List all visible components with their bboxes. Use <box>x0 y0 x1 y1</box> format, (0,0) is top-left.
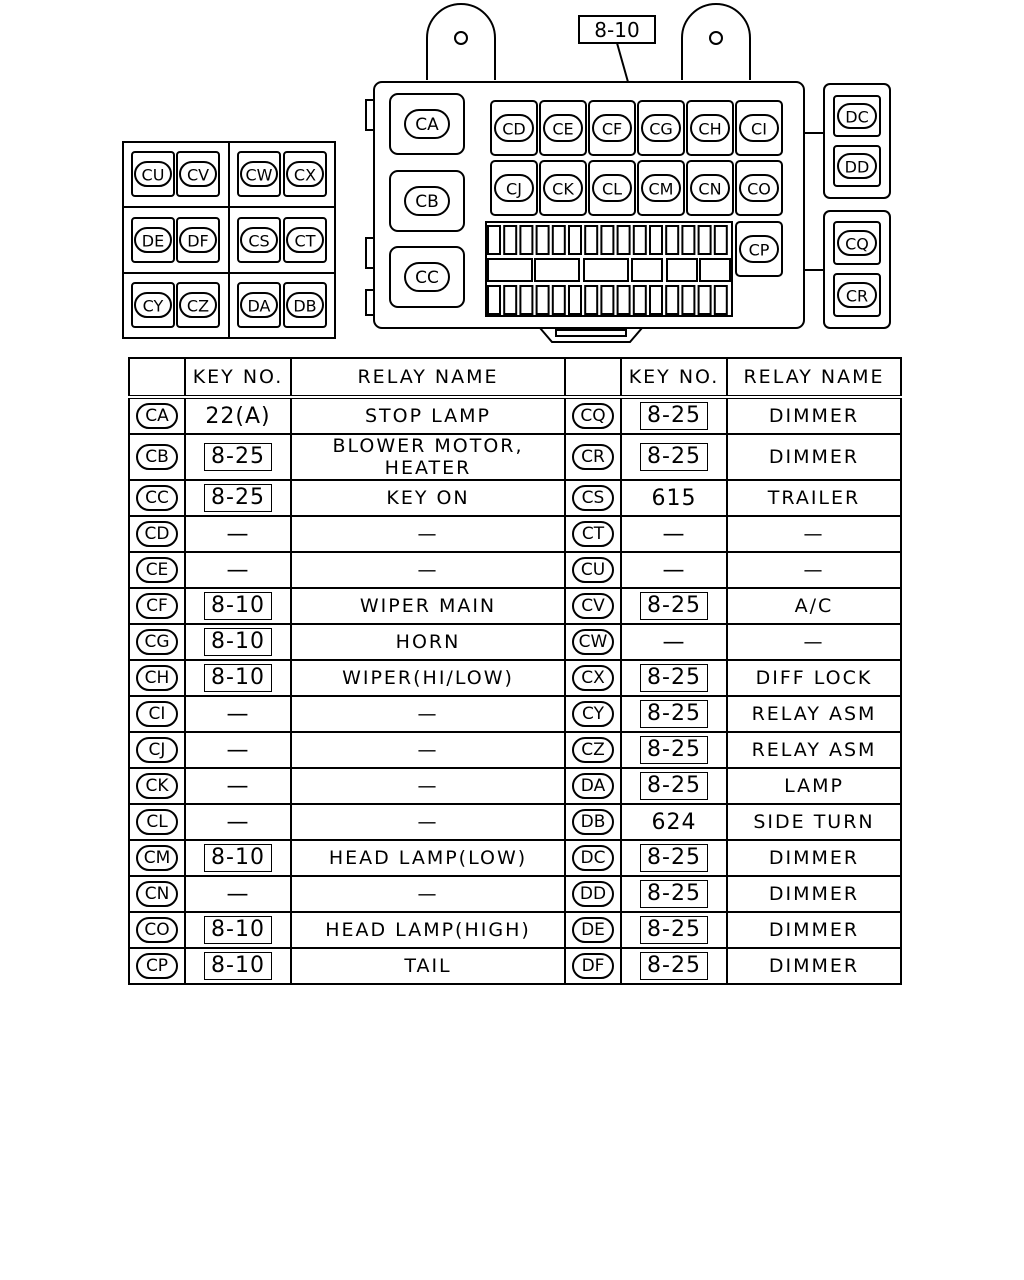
relay-code-cell <box>565 840 621 876</box>
fuse-slot <box>585 226 597 254</box>
relay-code-cell <box>129 480 185 516</box>
table-row <box>129 516 901 552</box>
key-no-cell <box>621 804 727 840</box>
table-row <box>129 660 901 696</box>
key-no-boxed: 8-25 <box>640 592 708 620</box>
key-no-cell <box>185 912 291 948</box>
relay-code-badge: CP <box>136 953 178 979</box>
bottom-connector-slot <box>556 330 626 336</box>
key-no: 22(A) <box>205 403 271 429</box>
key-no-cell <box>621 876 727 912</box>
key-no-cell <box>621 660 727 696</box>
fuse-cell <box>632 259 662 281</box>
table-row <box>129 397 901 434</box>
relay-label: CU <box>141 165 165 185</box>
key-no-cell <box>621 480 727 516</box>
relay-name-cell: A/C <box>727 588 901 624</box>
relay-code-cell <box>129 660 185 696</box>
key-no-cell <box>621 732 727 768</box>
relay-label: DC <box>845 107 869 127</box>
relay-label: DD <box>844 157 870 177</box>
relay-label: CP <box>748 240 770 260</box>
table-row <box>129 696 901 732</box>
key-no: 615 <box>651 485 697 511</box>
relay-table <box>128 357 902 985</box>
relay-code-badge: CK <box>136 773 178 799</box>
fuse-slot <box>569 286 581 314</box>
table-header-cell <box>565 358 621 397</box>
relay-code-cell <box>565 912 621 948</box>
relay-label: CI <box>751 119 767 139</box>
relay-code-badge: DE <box>572 917 614 943</box>
fuse-slot <box>488 226 500 254</box>
relay-code-badge: CY <box>572 701 614 727</box>
relay-name-cell: DIFF LOCK <box>727 660 901 696</box>
relay-code-cell <box>565 948 621 984</box>
relay-code-cell <box>129 912 185 948</box>
ref-leader-line <box>617 43 628 82</box>
relay-label: CN <box>698 179 722 199</box>
relay-label: DF <box>187 231 209 251</box>
key-no-cell <box>185 480 291 516</box>
fuse-slot <box>488 286 500 314</box>
relay-code-badge: CM <box>136 845 178 871</box>
table-row <box>129 480 901 516</box>
key-no-cell <box>185 876 291 912</box>
fuse-slot <box>601 286 613 314</box>
key-no: — <box>226 881 250 907</box>
fuse-slot <box>634 226 646 254</box>
relay-name-cell: — <box>291 552 565 588</box>
key-no: — <box>226 701 250 727</box>
fuse-slot <box>537 286 549 314</box>
fuse-slot <box>666 226 678 254</box>
relay-code-badge: CN <box>136 881 178 907</box>
fuse-slot <box>715 226 727 254</box>
relay-label: CD <box>502 119 526 139</box>
fuse-slot <box>553 226 565 254</box>
table-row <box>129 732 901 768</box>
table-row <box>129 840 901 876</box>
relay-code-badge: CX <box>572 665 614 691</box>
fuse-cell <box>667 259 697 281</box>
relay-label: CZ <box>186 296 210 316</box>
fuse-slot <box>715 286 727 314</box>
key-no-cell <box>621 948 727 984</box>
table-row <box>129 552 901 588</box>
relay-code-cell <box>129 434 185 480</box>
relay-label: CB <box>415 192 439 212</box>
relay-code-cell <box>565 480 621 516</box>
relay-label: CO <box>747 179 771 199</box>
key-no-boxed: 8-25 <box>640 772 708 800</box>
table-header-cell: RELAY NAME <box>291 358 565 397</box>
relay-name-cell: — <box>291 768 565 804</box>
fuse-slot <box>618 286 630 314</box>
table-row <box>129 912 901 948</box>
relay-code-badge: CW <box>572 629 614 655</box>
relay-code-cell <box>565 516 621 552</box>
key-no-boxed: 8-10 <box>204 628 272 656</box>
key-no-boxed: 8-10 <box>204 844 272 872</box>
relay-code-badge: DB <box>572 809 614 835</box>
fuse-slot <box>537 226 549 254</box>
fuse-slot <box>618 226 630 254</box>
fuse-slot <box>650 226 662 254</box>
relay-code-cell <box>565 552 621 588</box>
relay-code-badge: CZ <box>572 737 614 763</box>
relay-label: CX <box>293 165 317 185</box>
relay-code-cell <box>129 876 185 912</box>
relay-code-badge: CA <box>136 403 178 429</box>
key-no: — <box>662 629 686 655</box>
mounting-hole <box>455 32 467 44</box>
relay-label: DA <box>247 296 271 316</box>
box-tab <box>366 100 374 130</box>
relay-name-cell: DIMMER <box>727 948 901 984</box>
key-no-boxed: 8-10 <box>204 952 272 980</box>
relay-name-cell: DIMMER <box>727 912 901 948</box>
relay-code-badge: DC <box>572 845 614 871</box>
relay-code-badge: CF <box>136 593 178 619</box>
relay-code-cell <box>129 552 185 588</box>
relay-name-cell: WIPER(HI/LOW) <box>291 660 565 696</box>
fuse-slot <box>553 286 565 314</box>
relay-label: CT <box>294 231 316 251</box>
relay-code-cell <box>129 768 185 804</box>
relay-code-badge: CI <box>136 701 178 727</box>
fuse-cell <box>535 259 579 281</box>
relay-code-badge: DA <box>572 773 614 799</box>
key-no-cell <box>621 624 727 660</box>
key-no-cell <box>185 397 291 434</box>
relay-code-cell <box>129 696 185 732</box>
key-no-cell <box>621 434 727 480</box>
relay-name-cell: BLOWER MOTOR, HEATER <box>291 434 565 480</box>
mounting-ear <box>682 4 750 80</box>
relay-name-cell: HEAD LAMP(LOW) <box>291 840 565 876</box>
relay-code-cell <box>129 732 185 768</box>
key-no-cell <box>185 804 291 840</box>
key-no: 624 <box>651 809 697 835</box>
relay-code-cell <box>565 768 621 804</box>
relay-code-cell <box>565 876 621 912</box>
key-no-boxed: 8-25 <box>640 664 708 692</box>
fuse-slot <box>699 286 711 314</box>
relay-code-badge: DF <box>572 953 614 979</box>
key-no: — <box>662 557 686 583</box>
table-row <box>129 434 901 480</box>
relay-name-cell: RELAY ASM <box>727 696 901 732</box>
key-no: — <box>226 521 250 547</box>
relay-name-cell: — <box>291 732 565 768</box>
relay-name-cell: — <box>291 516 565 552</box>
fuse-slot <box>699 226 711 254</box>
table-header-cell: KEY NO. <box>621 358 727 397</box>
relay-label: CW <box>245 165 273 185</box>
key-no-cell <box>185 948 291 984</box>
relay-name-cell: DIMMER <box>727 876 901 912</box>
relay-name-cell: TAIL <box>291 948 565 984</box>
box-tab <box>366 290 374 315</box>
key-no-cell <box>185 552 291 588</box>
relay-name-cell: RELAY ASM <box>727 732 901 768</box>
relay-name-cell: HORN <box>291 624 565 660</box>
key-no-cell <box>621 397 727 434</box>
relay-code-badge: CE <box>136 557 178 583</box>
relay-name-cell: DIMMER <box>727 840 901 876</box>
key-no-boxed: 8-25 <box>640 844 708 872</box>
relay-name-cell: TRAILER <box>727 480 901 516</box>
relay-box-diagram <box>0 0 1024 345</box>
table-header-cell: KEY NO. <box>185 358 291 397</box>
relay-name-cell: — <box>727 516 901 552</box>
relay-label: CG <box>649 119 673 139</box>
relay-code-cell <box>129 804 185 840</box>
key-no-boxed: 8-25 <box>640 880 708 908</box>
key-no-cell <box>185 696 291 732</box>
fuse-slot <box>520 226 532 254</box>
fuse-slot <box>601 226 613 254</box>
key-no-cell <box>621 840 727 876</box>
key-no-boxed: 8-25 <box>640 443 708 471</box>
fuse-slot <box>520 286 532 314</box>
key-no-boxed: 8-25 <box>204 484 272 512</box>
key-no-cell <box>185 516 291 552</box>
table-row <box>129 768 901 804</box>
key-no-boxed: 8-25 <box>640 402 708 430</box>
relay-code-cell <box>129 516 185 552</box>
relay-code-badge: CB <box>136 444 178 470</box>
key-no-cell <box>621 588 727 624</box>
relay-code-cell <box>129 397 185 434</box>
relay-label: CY <box>142 296 164 316</box>
relay-code-cell <box>565 434 621 480</box>
table-header-cell <box>129 358 185 397</box>
key-no-cell <box>185 660 291 696</box>
relay-code-cell <box>565 660 621 696</box>
relay-name-cell: KEY ON <box>291 480 565 516</box>
key-no: — <box>226 809 250 835</box>
relay-label: CF <box>601 119 623 139</box>
relay-name-cell: — <box>727 552 901 588</box>
key-no-cell <box>621 912 727 948</box>
relay-name-cell: LAMP <box>727 768 901 804</box>
relay-label: CL <box>601 179 623 199</box>
relay-code-cell <box>129 588 185 624</box>
mounting-hole <box>710 32 722 44</box>
table-header-cell: RELAY NAME <box>727 358 901 397</box>
key-no: — <box>226 557 250 583</box>
relay-name-cell: DIMMER <box>727 397 901 434</box>
relay-code-badge: CQ <box>572 403 614 429</box>
relay-code-cell <box>565 397 621 434</box>
fuse-cell <box>488 259 532 281</box>
key-no-cell <box>185 732 291 768</box>
key-no-boxed: 8-25 <box>640 952 708 980</box>
fuse-slot <box>504 286 516 314</box>
relay-label: CK <box>552 179 574 199</box>
key-no-cell <box>621 516 727 552</box>
key-no-boxed: 8-25 <box>204 443 272 471</box>
relay-code-badge: CH <box>136 665 178 691</box>
key-no-boxed: 8-25 <box>640 736 708 764</box>
relay-name-cell: STOP LAMP <box>291 397 565 434</box>
relay-code-badge: CJ <box>136 737 178 763</box>
fuse-slot <box>650 286 662 314</box>
relay-label: CC <box>415 268 439 288</box>
relay-name-cell: — <box>291 876 565 912</box>
relay-label: 8-10 <box>594 18 640 42</box>
relay-code-badge: CR <box>572 444 614 470</box>
key-no-boxed: 8-25 <box>640 700 708 728</box>
relay-code-badge: DD <box>572 881 614 907</box>
relay-code-cell <box>129 624 185 660</box>
relay-label: DB <box>293 296 317 316</box>
key-no-cell <box>185 434 291 480</box>
relay-code-cell <box>565 624 621 660</box>
relay-code-badge: CG <box>136 629 178 655</box>
key-no-boxed: 8-25 <box>640 916 708 944</box>
key-no-cell <box>185 840 291 876</box>
fuse-slot <box>666 286 678 314</box>
relay-code-cell <box>565 696 621 732</box>
fuse-cell <box>584 259 628 281</box>
relay-code-badge: CU <box>572 557 614 583</box>
relay-label: CR <box>845 286 869 306</box>
fuse-slot <box>504 226 516 254</box>
key-no: — <box>226 773 250 799</box>
relay-label: DE <box>141 231 165 251</box>
relay-label: CH <box>698 119 722 139</box>
key-no-boxed: 8-10 <box>204 664 272 692</box>
table-row <box>129 588 901 624</box>
key-no-cell <box>185 588 291 624</box>
key-no-boxed: 8-10 <box>204 916 272 944</box>
relay-label: CS <box>248 231 270 251</box>
relay-code-badge: CC <box>136 485 178 511</box>
relay-name-cell: — <box>727 624 901 660</box>
key-no-cell <box>621 768 727 804</box>
relay-code-cell <box>565 804 621 840</box>
relay-code-cell <box>565 588 621 624</box>
table-row <box>129 876 901 912</box>
relay-name-cell: HEAD LAMP(HIGH) <box>291 912 565 948</box>
relay-label: CE <box>552 119 574 139</box>
key-no-cell <box>185 624 291 660</box>
table-header-row <box>129 358 901 397</box>
fuse-cell <box>700 259 730 281</box>
relay-label: CM <box>648 179 674 199</box>
table-row <box>129 804 901 840</box>
relay-code-badge: CL <box>136 809 178 835</box>
relay-code-cell <box>565 732 621 768</box>
relay-name-cell: — <box>291 804 565 840</box>
relay-code-badge: CT <box>572 521 614 547</box>
relay-label: CJ <box>506 179 522 199</box>
fuse-slot <box>569 226 581 254</box>
relay-name-cell: DIMMER <box>727 434 901 480</box>
relay-label: CQ <box>845 234 869 254</box>
relay-name-cell: — <box>291 696 565 732</box>
fuse-slot <box>634 286 646 314</box>
relay-name-cell: SIDE TURN <box>727 804 901 840</box>
key-no-boxed: 8-10 <box>204 592 272 620</box>
fuse-slot <box>682 226 694 254</box>
key-no-cell <box>185 768 291 804</box>
relay-code-badge: CO <box>136 917 178 943</box>
relay-label: CA <box>415 115 439 135</box>
key-no: — <box>226 737 250 763</box>
relay-code-cell <box>129 840 185 876</box>
key-no-cell <box>621 696 727 732</box>
box-tab <box>366 238 374 268</box>
fuse-slot <box>682 286 694 314</box>
relay-code-badge: CV <box>572 593 614 619</box>
fuse-slot <box>585 286 597 314</box>
relay-label: CV <box>186 165 210 185</box>
relay-code-badge: CS <box>572 485 614 511</box>
relay-code-badge: CD <box>136 521 178 547</box>
key-no-cell <box>621 552 727 588</box>
mounting-ear <box>427 4 495 80</box>
relay-name-cell: WIPER MAIN <box>291 588 565 624</box>
relay-code-cell <box>129 948 185 984</box>
table-row <box>129 624 901 660</box>
table-row <box>129 948 901 984</box>
key-no: — <box>662 521 686 547</box>
